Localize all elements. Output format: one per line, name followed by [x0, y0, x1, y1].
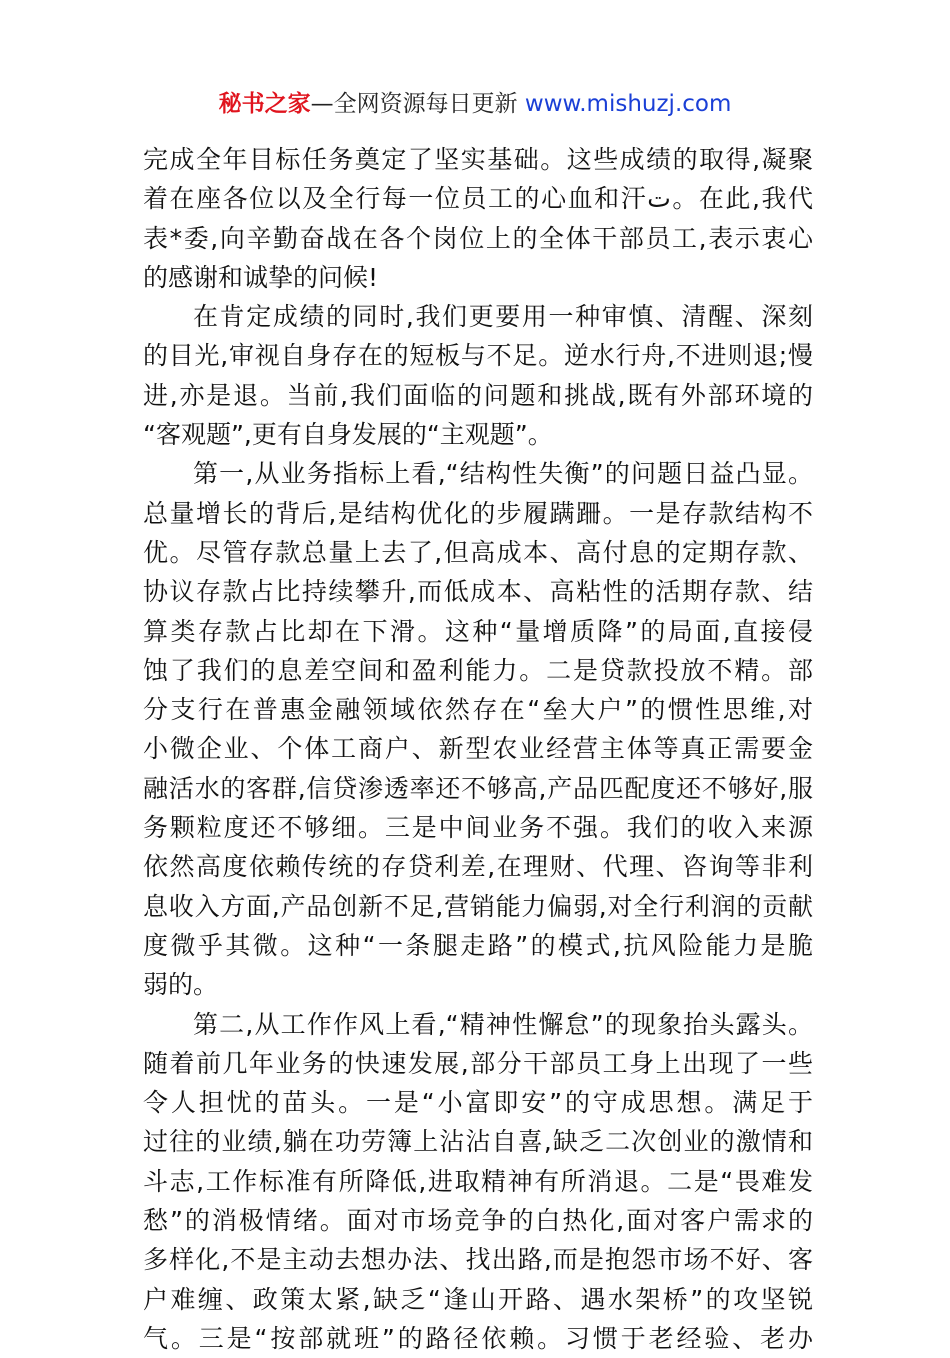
text-line: 多样化,不是主动去想办法、找出路,而是抱怨市场不好、客: [143, 1245, 813, 1275]
text-line: 弱的。: [143, 970, 219, 1000]
text-line: 总量增长的背后,是结构优化的步履蹒跚。一是存款结构不: [143, 498, 813, 528]
text-line: 过往的业绩,躺在功劳簿上沾沾自喜,缺乏二次创业的激情和: [143, 1127, 813, 1157]
text-line: 算类存款占比却在下滑。这种“量增质降”的局面,直接侵: [143, 616, 813, 646]
text-line: 蚀了我们的息差空间和盈利能力。二是贷款投放不精。部: [143, 655, 813, 685]
body-text: [143, 140, 813, 1358]
text-line: 第二,从工作作风上看,“精神性懈怠”的现象抬头露头。: [193, 1009, 813, 1039]
site-url-link[interactable]: www.mishuzj.com: [524, 91, 732, 117]
text-line: 随着前几年业务的快速发展,部分干部员工身上出现了一些: [143, 1048, 813, 1078]
text-line: 的目光,审视自身存在的短板与不足。逆水行舟,不进则退;慢: [143, 341, 813, 371]
text-line: 第一,从业务指标上看,“结构性失衡”的问题日益凸显。: [193, 459, 813, 489]
text-line: 融活水的客群,信贷渗透率还不够高,产品匹配度还不够好,服: [143, 773, 813, 803]
text-line: 的感谢和诚挚的问候!: [143, 262, 379, 292]
text-line: 分支行在普惠金融领域依然存在“垒大户”的惯性思维,对: [143, 695, 813, 725]
brand-name: 秘书之家: [218, 91, 311, 117]
text-line: 务颗粒度还不够细。三是中间业务不强。我们的收入来源: [143, 813, 813, 843]
text-line: 愁”的消极情绪。面对市场竞争的白热化,面对客户需求的: [143, 1206, 813, 1236]
text-line: 着在座各位以及全行每一位员工的心血和汗ت。在此,我代: [143, 184, 813, 214]
text-line: “客观题”,更有自身发展的“主观题”。: [143, 420, 553, 450]
text-line: 息收入方面,产品创新不足,营销能力偏弱,对全行利润的贡献: [143, 891, 813, 921]
text-line: 户难缠、政策太紧,缺乏“逢山开路、遇水架桥”的攻坚锐: [143, 1284, 813, 1314]
header-tagline: —全网资源每日更新: [310, 91, 525, 117]
text-line: 度微乎其微。这种“一条腿走路”的模式,抗风险能力是脆: [143, 930, 813, 960]
text-line: 依然高度依赖传统的存贷利差,在理财、代理、咨询等非利: [143, 852, 813, 882]
text-line: 进,亦是退。当前,我们面临的问题和挑战,既有外部环境的: [143, 380, 813, 410]
text-line: 协议存款占比持续攀升,而低成本、高粘性的活期存款、结: [143, 577, 813, 607]
text-line: 斗志,工作标准有所降低,进取精神有所消退。二是“畏难发: [143, 1166, 813, 1196]
text-line: 完成全年目标任务奠定了坚实基础。这些成绩的取得,凝聚: [143, 145, 813, 174]
page-header: [0, 88, 950, 120]
text-line: 令人担忧的苗头。一是“小富即安”的守成思想。满足于: [143, 1088, 813, 1118]
text-line: 小微企业、个体工商户、新型农业经营主体等真正需要金: [143, 734, 813, 764]
text-line: 气。三是“按部就班”的路径依赖。习惯于老经验、老办: [143, 1323, 813, 1353]
text-line: 优。尽管存款总量上去了,但高成本、高付息的定期存款、: [143, 537, 813, 567]
text-line: 在肯定成绩的同时,我们更要用一种审慎、清醒、深刻: [193, 302, 813, 332]
text-line: 表*委,向辛勤奋战在各个岗位上的全体干部员工,表示衷心: [143, 223, 813, 253]
